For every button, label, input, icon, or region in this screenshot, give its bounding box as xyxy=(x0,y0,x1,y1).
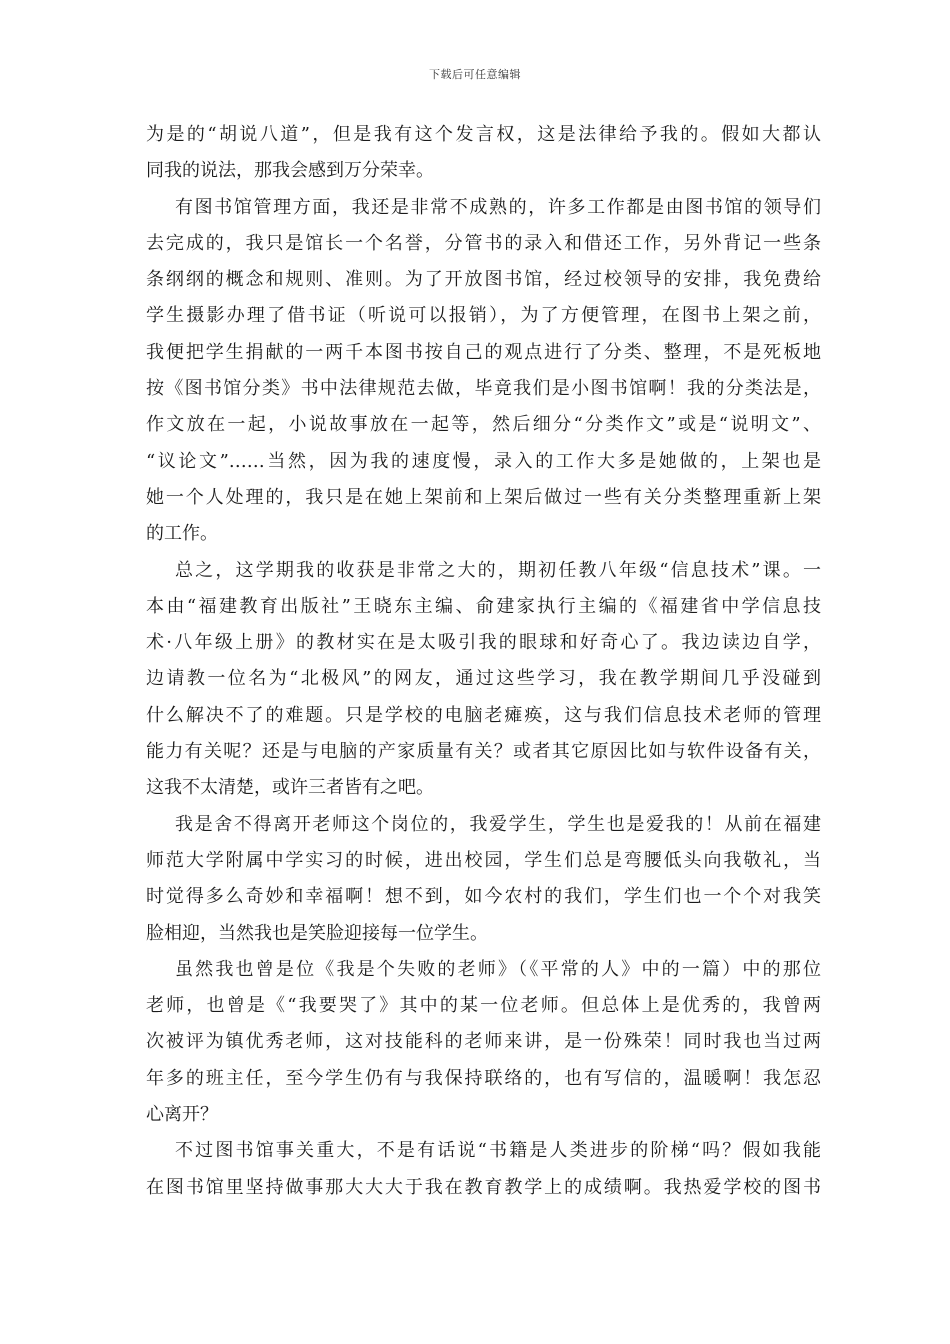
text-line: 在图书馆里坚持做事那大大大于我在教育教学上的成绩啊。我热爱学校的图书 xyxy=(146,1176,821,1198)
text-line: 本由“福建教育出版社”王晓东主编、俞建家执行主编的《福建省中学信息技 xyxy=(146,595,821,617)
text-line: 的工作。 xyxy=(146,523,218,545)
text-line: 什么解决不了的难题。只是学校的电脑老瘫痪，这与我们信息技术老师的管理 xyxy=(146,704,821,726)
text-line: 作文放在一起，小说故事放在一起等，然后细分“分类作文”或是“说明文”、 xyxy=(146,414,821,436)
text-line: 心离开？ xyxy=(146,1104,218,1126)
text-line: 边请教一位名为“北极风”的网友，通过这些学习，我在教学期间几乎没碰到 xyxy=(146,668,821,690)
text-line: 师范大学附属中学实习的时候，进出校园，学生们总是弯腰低头向我敬礼，当 xyxy=(146,849,821,871)
text-line: 按《图书馆分类》书中法律规范去做，毕竟我们是小图书馆啊！我的分类法是， xyxy=(146,378,821,400)
text-line: 次被评为镇优秀老师，这对技能科的老师来讲，是一份殊荣！同时我也当过两 xyxy=(146,1031,821,1053)
text-line: 我便把学生捐献的一两千本图书按自己的观点进行了分类、整理，不是死板地 xyxy=(146,341,821,363)
text-line: 术·八年级上册》的教材实在是太吸引我的眼球和好奇心了。我边读边自学， xyxy=(146,632,821,654)
text-line: 条纲纲的概念和规则、准则。为了开放图书馆，经过校领导的安排，我免费给 xyxy=(146,269,821,291)
text-line: 能力有关呢？还是与电脑的产家质量有关？或者其它原因比如与软件设备有关， xyxy=(146,741,821,763)
text-line: 虽然我也曾是位《我是个失败的老师》（《平常的人》中的一篇）中的那位 xyxy=(175,958,821,980)
text-line: 同我的说法，那我会感到万分荣幸。 xyxy=(146,160,434,182)
page-header: 下载后可任意编辑 xyxy=(429,68,521,81)
text-line: “议论文”……当然，因为我的速度慢，录入的工作大多是她做的，上架也是 xyxy=(146,450,821,472)
text-line: 我是舍不得离开老师这个岗位的，我爱学生，学生也是爱我的！从前在福建 xyxy=(175,813,821,835)
text-line: 为是的“胡说八道”，但是我有这个发言权，这是法律给予我的。假如大都认 xyxy=(146,124,821,145)
text-line: 她一个人处理的，我只是在她上架前和上架后做过一些有关分类整理重新上架 xyxy=(146,486,821,508)
text-line: 这我不太清楚，或许三者皆有之吧。 xyxy=(146,777,434,799)
text-line: 脸相迎，当然我也是笑脸迎接每一位学生。 xyxy=(146,922,488,944)
text-line: 时觉得多么奇妙和幸福啊！想不到，如今农村的我们，学生们也一个个对我笑 xyxy=(146,886,821,908)
text-line: 有图书馆管理方面，我还是非常不成熟的，许多工作都是由图书馆的领导们 xyxy=(175,196,821,218)
text-line: 不过图书馆事关重大，不是有话说“书籍是人类进步的阶梯“吗？假如我能 xyxy=(175,1140,821,1162)
text-line: 老师，也曾是《“我要哭了》其中的某一位老师。但总体上是优秀的，我曾两 xyxy=(146,995,821,1017)
text-line: 年多的班主任，至今学生仍有与我保持联络的，也有写信的，温暖啊！我怎忍 xyxy=(146,1067,821,1089)
text-line: 总之，这学期我的收获是非常之大的，期初任教八年级“信息技术”课。一 xyxy=(175,559,821,581)
document-body xyxy=(146,117,821,1206)
text-line: 学生摄影办理了借书证（听说可以报销），为了方便管理，在图书上架之前， xyxy=(146,305,821,327)
text-line: 去完成的，我只是馆长一个名誉，分管书的录入和借还工作，另外背记一些条 xyxy=(146,232,821,254)
